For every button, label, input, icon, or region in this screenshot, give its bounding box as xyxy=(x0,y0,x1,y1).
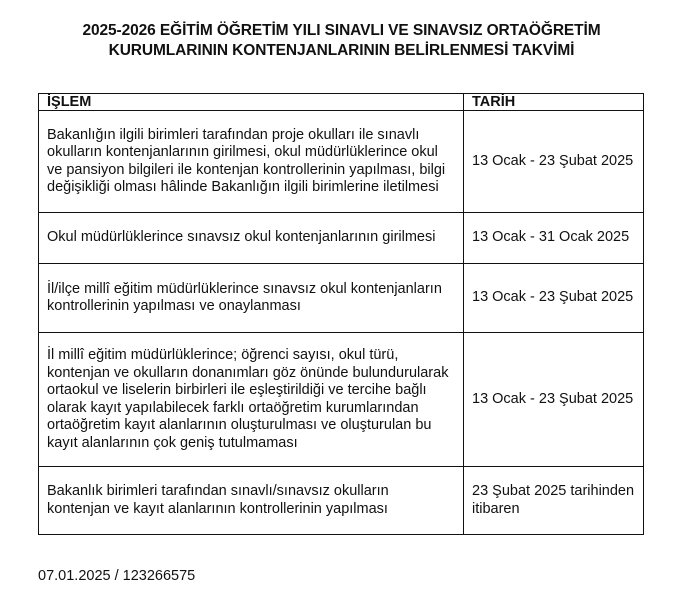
islem-cell: Okul müdürlüklerince sınavsız okul kontenjanlarının girilmesi xyxy=(39,213,464,264)
table-header-row xyxy=(39,94,644,111)
tarih-cell: 13 Ocak - 23 Şubat 2025 xyxy=(464,264,644,333)
table-row xyxy=(39,264,644,333)
tarih-cell: 13 Ocak - 23 Şubat 2025 xyxy=(464,111,644,213)
tarih-cell: 13 Ocak - 31 Ocak 2025 xyxy=(464,213,644,264)
table-row xyxy=(39,467,644,535)
title-line-1: 2025-2026 EĞİTİM ÖĞRETİM YILI SINAVLI VE SINAVSIZ ORTAÖĞRETİM xyxy=(82,22,601,39)
document-footer: 07.01.2025 / 123266575 xyxy=(38,568,196,584)
table-row xyxy=(39,111,644,213)
table-row xyxy=(39,333,644,467)
schedule-table xyxy=(38,93,644,535)
islem-cell: İl/ilçe millî eğitim müdürlüklerince sınavsız okul kontenjanların kontrollerinin yapılması ve onaylanması xyxy=(39,264,464,333)
islem-cell: Bakanlık birimleri tarafından sınavlı/sınavsız okulların kontenjan ve kayıt alanlarının kontrollerinin yapılması xyxy=(39,467,464,535)
islem-cell: Bakanlığın ilgili birimleri tarafından proje okulları ile sınavlı okulların kontenjanlarının girilmesi, okul müdürlüklerince okul ve pansiyon bilgileri ile kontenjan kontrollerinin yapılması, bilgi değişikliği olması hâlinde Bakanlığın ilgili birimlerine iletilmesi xyxy=(39,111,464,213)
header-islem: İŞLEM xyxy=(39,94,464,111)
document-title xyxy=(0,21,683,61)
islem-cell: İl millî eğitim müdürlüklerince; öğrenci sayısı, okul türü, kontenjan ve okulların donanımları göz önünde bulundurularak ortaokul ve liselerin birbirleri ile eşleştirildiği ve tercihe bağlı olarak kayıt yapılabilecek farklı ortaöğretim kurumlarından ortaöğretim kayıt alanlarının oluşturulması ve oluşturulan bu kayıt alanlarının çok geniş tutulmaması xyxy=(39,333,464,467)
tarih-cell: 23 Şubat 2025 tarihinden itibaren xyxy=(464,467,644,535)
table-row xyxy=(39,213,644,264)
title-line-2: KURUMLARININ KONTENJANLARININ BELİRLENMESİ TAKVİMİ xyxy=(108,42,575,59)
tarih-cell: 13 Ocak - 23 Şubat 2025 xyxy=(464,333,644,467)
header-tarih: TARİH xyxy=(464,94,644,111)
